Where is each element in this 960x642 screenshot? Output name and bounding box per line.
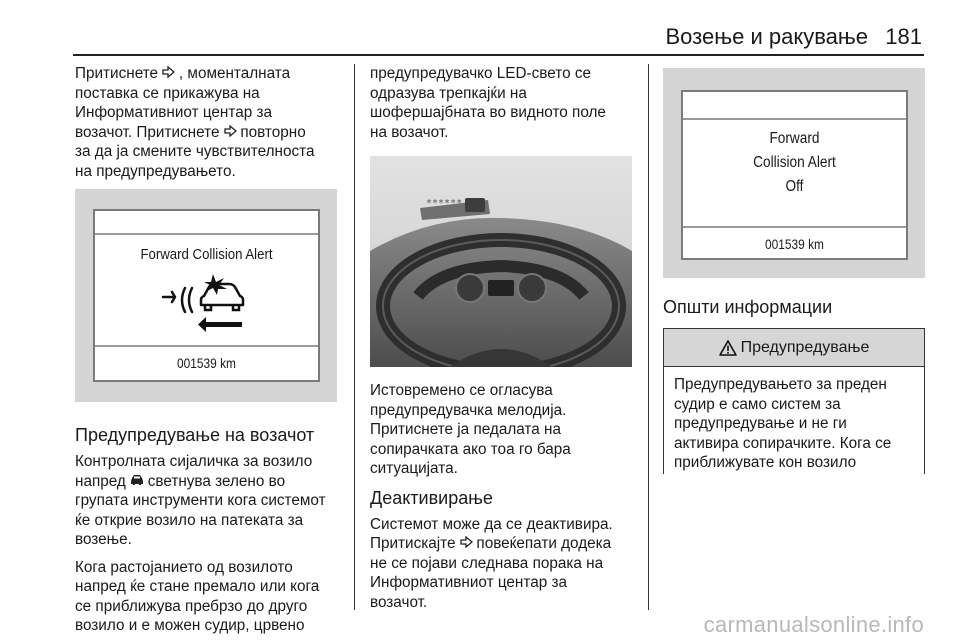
- info-display-screen-off: [681, 90, 908, 260]
- odometer-reading: 001539 km: [765, 236, 824, 252]
- steering-switch-icon: [224, 125, 241, 140]
- paragraph-sensitivity: Притиснете , моменталната поставка се прикажува на Информативниот центар за возачот. Притиснете повторно за да ја смените чувствителноста на предупредувањето.: [75, 65, 315, 180]
- warning-body: Предупредувањето за преден судир е само систем за предупредување и не ги активира сопирачките. Кога се приближувате кон возило: [674, 376, 892, 471]
- screen-divider-top: [95, 233, 318, 235]
- header-rule: [73, 54, 924, 56]
- info-display-screen: [93, 209, 320, 382]
- steering-switch-icon: [162, 66, 179, 81]
- collision-warning-icon: [161, 273, 251, 335]
- paragraph-deactivate: Системот може да се деактивира. Притискајте повеќепати додека не се појави следнава порака на Информативниот центар за возачот.: [370, 515, 613, 611]
- steering-switch-icon: [460, 536, 477, 551]
- dashboard-steering-wheel-image: [370, 156, 632, 367]
- screen-divider-bottom: [683, 226, 906, 228]
- screen-divider-bottom: [95, 345, 318, 347]
- section-heading-deactivation: Деактивирање: [370, 487, 493, 508]
- warning-triangle-icon: [719, 340, 737, 356]
- column-divider-right: [648, 64, 649, 610]
- odometer-reading: 001539 km: [177, 355, 236, 371]
- page-number: 181: [885, 24, 922, 49]
- paragraph-distance: Кога растојанието од возилото напред ќе стане премало или кога се приближува пребрзо до друго возило и е можен судир, црвено: [75, 558, 320, 634]
- watermark: carmanualsonline.info: [703, 612, 924, 637]
- figure-forward-collision-alert: [75, 189, 337, 402]
- paragraph-melody: Истовремено се огласува предупредувачка мелодија. Притиснете ја педалата на сопирачката ако тоа го бара ситуацијата.: [370, 382, 571, 477]
- section-heading-general-info: Општи информации: [663, 297, 833, 317]
- screen-title: Forward Collision Alert: [140, 246, 273, 263]
- column-3: [663, 64, 928, 474]
- led-reflection-marks: ******: [426, 198, 463, 209]
- screen-divider-top: [683, 118, 906, 120]
- car-front-icon: [130, 474, 148, 489]
- page-header-title: Возење и ракување: [665, 24, 868, 49]
- warning-box: [663, 328, 925, 474]
- warning-header: Предупредување: [664, 329, 924, 367]
- figure-dashboard-photo: [370, 156, 632, 367]
- column-divider-left: [354, 64, 355, 610]
- column-2: [370, 64, 636, 620]
- column-1: [75, 64, 347, 642]
- screen-message: Forward Collision Alert Off: [753, 130, 836, 195]
- paragraph-indicator: Контролната сијаличка за возило напред светнува зелено во групата инструменти кога системот ќе открие возило на патеката за возење.: [75, 453, 326, 548]
- figure-fca-off: [663, 68, 925, 278]
- section-heading-driver-warning: Предупредување на возачот: [75, 425, 315, 445]
- paragraph-led-reflection: предупредувачко LED-свето се одразува трепкајќи на шофершајбната во видното поле на возачот.: [370, 65, 606, 141]
